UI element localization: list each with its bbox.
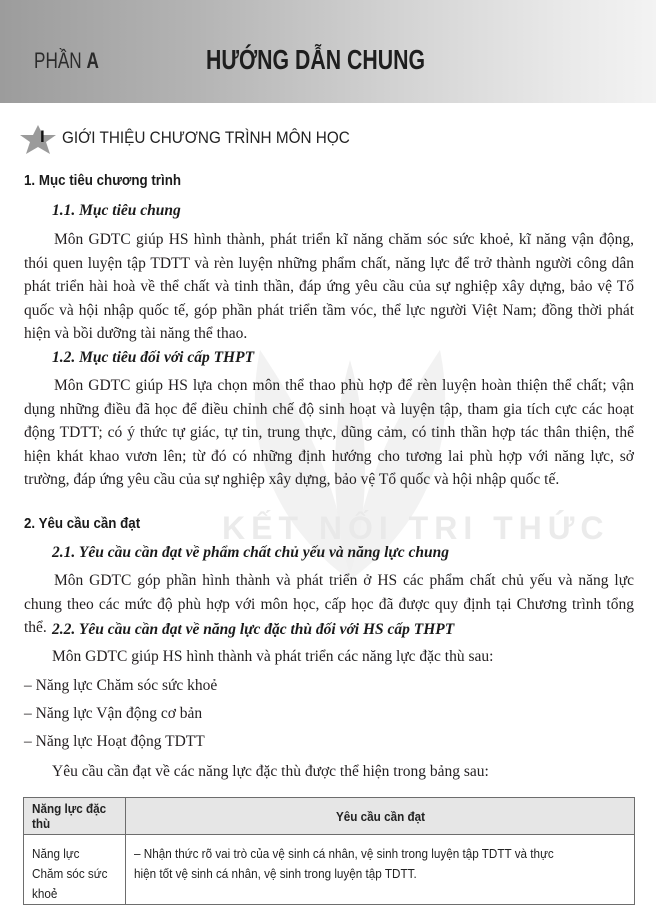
section-heading (18, 123, 438, 155)
column-header-label: Năng lực đặc thù (32, 801, 107, 831)
table-header-row (24, 798, 635, 835)
heading-thpt-objective: 1.2. Mục tiêu đối với cấp THPT (52, 349, 255, 366)
part-header-banner (0, 0, 656, 103)
cell-text: Năng lực Chăm sóc sức khoẻ (32, 846, 108, 901)
cell-text: – Nhận thức rõ vai trò của vệ sinh cá nhân, vệ sinh trong luyện tập TDTT và thực hiện tốt vệ sinh cá nhân, vệ sinh trong luyện tập TDTT. (134, 846, 554, 881)
watermark-text: KẾT NỐI TRI THỨC (222, 510, 610, 546)
list-item: – Năng lực Chăm sóc sức khoẻ (24, 677, 218, 694)
paragraph-thpt-objective: Môn GDTC giúp HS lựa chọn môn thể thao phù hợp để rèn luyện hoàn thiện thể chất; vận dụng những điều đã học để điều chỉnh chế độ sinh hoạt và luyện tập, tham gia tích cực các hoạt động TDTT; có ý thức tự giác, tự tin, trung thực, dũng cảm, có tinh thần hợp tác thân thiện, thể hiện khát khao vươn lên; từ đó có những định hướng cho tương lai phù hợp với năng lực, sở trường, đáp ứng yêu cầu của sự nghiệp xây dựng, bảo vệ Tổ quốc và hội nhập quốc tế. (24, 377, 634, 488)
part-title: HƯỚNG DẪN CHUNG (206, 44, 426, 75)
column-header-label: Yêu cầu cần đạt (335, 808, 425, 824)
requirements-table (23, 797, 635, 905)
section-title: GIỚI THIỆU CHƯƠNG TRÌNH MÔN HỌC (62, 128, 350, 147)
heading-req-specific: 2.2. Yêu cầu cần đạt về năng lực đặc thù đối với HS cấp THPT (52, 621, 455, 638)
part-letter: A (86, 48, 99, 73)
table-cell-requirement (126, 835, 635, 905)
paragraph-req-specific: Môn GDTC giúp HS hình thành và phát triển các năng lực đặc thù sau: (52, 648, 494, 665)
list-item: – Năng lực Vận động cơ bản (24, 705, 203, 722)
table-row (24, 835, 635, 905)
table-cell-competency (24, 835, 126, 905)
section-number: I (40, 127, 45, 146)
paragraph-table-intro: Yêu cầu cần đạt về các năng lực đặc thù được thể hiện trong bảng sau: (52, 763, 489, 780)
heading-req-general: 2.1. Yêu cầu cần đạt về phẩm chất chủ yếu và năng lực chung (52, 544, 449, 561)
heading-objectives: 1. Mục tiêu chương trình (24, 173, 182, 189)
column-header-requirement (126, 798, 635, 835)
paragraph-req-general: Môn GDTC góp phần hình thành và phát triển ở HS các phẩm chất chủ yếu và năng lực chung theo các mức độ phù hợp với môn học, cấp học đã được quy định tại Chương trình tổng thể. (24, 572, 634, 636)
heading-general-objective: 1.1. Mục tiêu chung (52, 202, 181, 219)
paragraph-general-objective: Môn GDTC giúp HS hình thành, phát triển kĩ năng chăm sóc sức khoẻ, kĩ năng vận động, thói quen luyện tập TDTT và rèn luyện những phẩm chất, năng lực để trở thành người công dân phát triển hài hoà về thể chất và tinh thần, đáp ứng yêu cầu của sự nghiệp xây dựng, bảo vệ Tổ quốc và hội nhập quốc tế, góp phần phát triển tầm vóc, thể lực người Việt Nam; đồng thời phát hiện và bồi dưỡng tài năng thể thao. (24, 231, 634, 342)
heading-requirements: 2. Yêu cầu cần đạt (24, 516, 141, 532)
part-label (34, 48, 99, 74)
list-item: – Năng lực Hoạt động TDTT (24, 733, 205, 750)
part-word: PHẦN (34, 48, 82, 73)
column-header-competency (24, 798, 126, 835)
